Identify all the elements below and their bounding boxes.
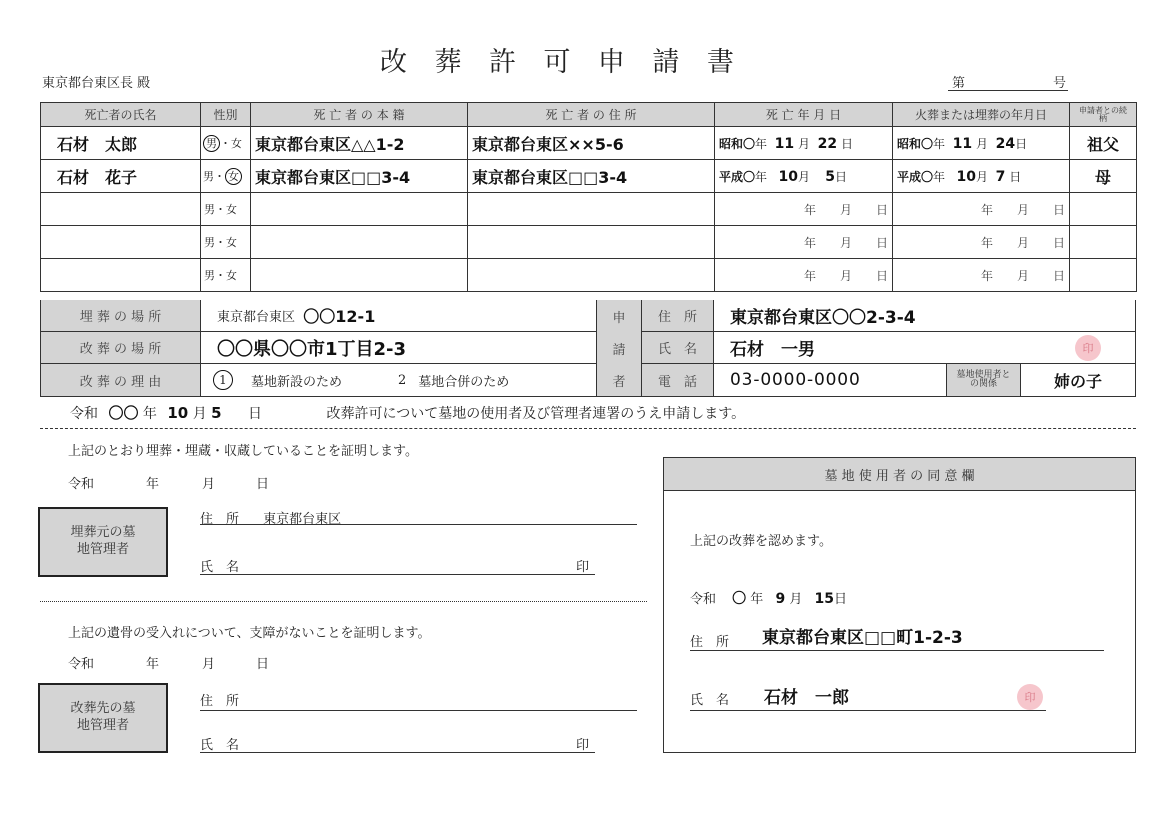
consent-name-value: 石材 一郎 [764, 688, 849, 708]
certify2-text: 上記の遺骨の受入れについて、支障がないことを証明します。 [68, 626, 431, 641]
header-relation: 申請者との続 柄 [1070, 103, 1137, 127]
burial-d-unit: 日 [1015, 136, 1028, 151]
table-header-row [41, 103, 1137, 127]
death-date[interactable] [715, 160, 893, 193]
certify1-address-value: 東京都台東区 [263, 512, 342, 527]
header-honseki: 死 亡 者 の 本 籍 [251, 103, 468, 127]
person-name[interactable]: 石材 花子 [41, 160, 201, 193]
sex-female[interactable]: 女 [231, 136, 242, 150]
person-honseki[interactable] [251, 259, 468, 292]
app-day-unit: 日 [248, 406, 263, 422]
table-row [41, 160, 1137, 193]
applicant-label-3: 者 [596, 364, 641, 396]
person-honseki[interactable] [251, 226, 468, 259]
certify2-address-line[interactable] [200, 690, 637, 711]
death-m-unit: 月 [797, 169, 810, 184]
death-date[interactable] [715, 226, 893, 259]
table-row [41, 127, 1137, 160]
person-name[interactable]: 石材 太郎 [41, 127, 201, 160]
document-title: 改 葬 許 可 申 請 書 [380, 47, 744, 78]
burial-place-field[interactable] [201, 300, 596, 332]
table-row [41, 226, 1137, 259]
sex-select[interactable]: 男・女 [201, 259, 251, 292]
place-applicant-block [40, 300, 1136, 397]
death-month: 11 [774, 135, 795, 152]
burial-date[interactable] [893, 127, 1070, 160]
certify2-d: 日 [256, 657, 270, 672]
certify1-address-line[interactable] [200, 508, 637, 525]
y-unit: 年 [803, 235, 816, 250]
consent-address-value: 東京都台東区□□町1-2-3 [762, 628, 963, 648]
d-unit: 日 [875, 268, 888, 283]
person-address[interactable]: 東京都台東区□□3-4 [468, 160, 715, 193]
burial-m-unit: 月 [975, 169, 988, 184]
sex-select[interactable]: 男・女 [201, 193, 251, 226]
person-name[interactable] [41, 193, 201, 226]
consent-seal: 印 [1017, 684, 1043, 710]
m-unit: 月 [1016, 202, 1029, 217]
person-honseki[interactable] [251, 193, 468, 226]
y-unit: 年 [980, 235, 993, 250]
burial-m-unit: 月 [975, 136, 988, 151]
death-era: 平成〇 [719, 169, 756, 184]
y-unit: 年 [980, 202, 993, 217]
consent-era: 令和 [690, 592, 717, 607]
applicant-label-1: 申 [596, 300, 641, 332]
burial-month: 11 [952, 135, 973, 152]
consent-name-label: 氏 名 [690, 693, 730, 708]
burial-date[interactable] [893, 160, 1070, 193]
certify2-manager-box: 改葬先の墓地管理者 [38, 683, 168, 753]
header-name: 死亡者の氏名 [41, 103, 201, 127]
death-month: 10 [778, 168, 798, 185]
m-unit: 月 [1016, 235, 1029, 250]
person-honseki[interactable]: 東京都台東区△△1-2 [251, 127, 468, 160]
consent-day: 15 [814, 591, 834, 607]
consent-header: 墓 地 使 用 者 の 同 意 欄 [664, 458, 1135, 491]
consent-name-line[interactable] [690, 684, 1046, 711]
certify1-name-label: 氏 名 [200, 560, 240, 575]
certify2-address-label: 住 所 [200, 694, 240, 709]
y-unit: 年 [980, 268, 993, 283]
sex-select[interactable] [201, 127, 251, 160]
app-year[interactable]: 〇〇 [108, 404, 139, 422]
death-y-unit: 年 [755, 169, 768, 184]
deceased-table [40, 102, 1137, 292]
reason-label: 改 葬 の 理 由 [41, 364, 201, 396]
number-dai: 第 [952, 76, 966, 91]
applicant-address-label: 住 所 [641, 300, 714, 332]
death-day: 22 [817, 135, 838, 152]
consent-address-label: 住 所 [690, 635, 730, 650]
applicant-seal: 印 [1075, 335, 1101, 361]
certify1-text: 上記のとおり埋葬・埋蔵・収蔵していることを証明します。 [68, 444, 418, 459]
certify2-name-line[interactable] [200, 734, 595, 753]
certify2-name-label: 氏 名 [200, 738, 240, 753]
consent-month-unit: 月 [789, 592, 803, 607]
person-relation[interactable] [1070, 259, 1137, 292]
y-unit: 年 [803, 268, 816, 283]
app-year-unit: 年 [142, 406, 157, 422]
death-y-unit: 年 [755, 136, 768, 151]
death-date[interactable] [715, 127, 893, 160]
app-month[interactable]: 10 [167, 404, 189, 422]
table-row [41, 259, 1137, 292]
cut-line [40, 428, 1136, 429]
certify1-d: 日 [256, 477, 270, 492]
header-burial-date: 火葬または埋葬の年月日 [893, 103, 1070, 127]
applicant-phone-field[interactable]: 03-0000-0000 [730, 370, 861, 390]
consent-year-unit: 年 [750, 592, 764, 607]
consent-year: 〇 [732, 591, 747, 607]
d-unit: 日 [875, 235, 888, 250]
certify1-date[interactable] [68, 473, 308, 492]
burial-day: 7 [995, 168, 1006, 185]
certify2-date[interactable] [68, 653, 308, 672]
applicant-name-field[interactable]: 石材 一男 [714, 332, 1135, 364]
certify1-m: 月 [202, 477, 216, 492]
header-sex: 性別 [201, 103, 251, 127]
burial-y-unit: 年 [933, 169, 946, 184]
number-field [948, 72, 1068, 91]
death-date[interactable] [715, 193, 893, 226]
application-statement: 改葬許可について墓地の使用者及び管理者連署のうえ申請します。 [326, 406, 746, 422]
app-month-unit: 月 [192, 406, 207, 422]
reburial-place-field[interactable]: 〇〇県〇〇市1丁目2-3 [201, 332, 596, 364]
d-unit: 日 [875, 202, 888, 217]
burial-y-unit: 年 [933, 136, 946, 151]
addressee: 東京都台東区長 殿 [42, 76, 151, 91]
d-unit: 日 [1052, 268, 1065, 283]
reason-opt2-num[interactable]: 2 [398, 372, 407, 388]
certify1-seal: 印 [575, 560, 589, 575]
app-era: 令和 [70, 406, 98, 422]
burial-era: 平成〇 [897, 169, 934, 184]
d-unit: 日 [1052, 202, 1065, 217]
m-unit: 月 [1016, 268, 1029, 283]
d-unit: 日 [1052, 235, 1065, 250]
consent-address-line[interactable] [690, 624, 1104, 651]
relation-to-user-label: 墓地使用者との関係 [946, 364, 1021, 396]
consent-date[interactable] [690, 588, 847, 608]
burial-date[interactable] [893, 226, 1070, 259]
table-row [41, 193, 1137, 226]
person-address[interactable]: 東京都台東区××5-6 [468, 127, 715, 160]
person-name[interactable] [41, 226, 201, 259]
burial-place-label: 埋 葬 の 場 所 [41, 300, 201, 332]
burial-d-unit: 日 [1009, 169, 1022, 184]
person-honseki[interactable]: 東京都台東区□□3-4 [251, 160, 468, 193]
consent-text: 上記の改葬を認めます。 [690, 534, 832, 549]
burial-day: 24 [995, 135, 1016, 152]
person-address[interactable] [468, 226, 715, 259]
header-death-date: 死 亡 年 月 日 [715, 103, 893, 127]
sex-separator: ・ [214, 169, 225, 183]
applicant-address-field[interactable]: 東京都台東区〇〇2-3-4 [714, 300, 1135, 332]
burial-place-prefix: 東京都台東区 [217, 310, 296, 325]
certify1-address-label: 住 所 [200, 512, 240, 527]
consent-box [663, 457, 1136, 753]
consent-day-unit: 日 [833, 592, 847, 607]
relation-to-user-field[interactable]: 姉の子 [1053, 371, 1102, 391]
burial-place-value: 〇〇12-1 [303, 307, 376, 326]
burial-date[interactable] [893, 259, 1070, 292]
person-relation[interactable] [1070, 193, 1137, 226]
death-day: 5 [825, 168, 835, 185]
applicant-label-2: 請 [596, 332, 641, 364]
sex-select[interactable] [201, 160, 251, 193]
person-address[interactable] [468, 193, 715, 226]
reason-opt1-text[interactable]: 墓地新設のため [251, 374, 343, 390]
person-relation[interactable] [1070, 226, 1137, 259]
certify1-era: 令和 [68, 477, 95, 492]
death-m-unit: 月 [797, 136, 810, 151]
certify-separator [40, 601, 647, 602]
certify1-manager-box: 埋葬元の墓地管理者 [38, 507, 168, 577]
person-relation[interactable]: 母 [1070, 160, 1137, 193]
header-address: 死 亡 者 の 住 所 [468, 103, 715, 127]
certify2-era: 令和 [68, 657, 95, 672]
application-line [70, 402, 745, 423]
death-d-unit: 日 [840, 136, 853, 151]
applicant-name-label: 氏 名 [641, 332, 714, 364]
person-address[interactable] [468, 259, 715, 292]
y-unit: 年 [803, 202, 816, 217]
reason-opt1-circled[interactable]: 1 [213, 370, 233, 390]
sex-select[interactable]: 男・女 [201, 226, 251, 259]
consent-month: 9 [775, 591, 786, 607]
death-era: 昭和〇 [719, 136, 756, 151]
number-go: 号 [1052, 76, 1066, 91]
sex-male[interactable]: 男 [203, 169, 214, 183]
m-unit: 月 [839, 202, 852, 217]
death-d-unit: 日 [835, 169, 848, 184]
person-relation[interactable]: 祖父 [1070, 127, 1137, 160]
burial-month: 10 [956, 168, 976, 185]
certify1-y: 年 [146, 477, 160, 492]
reburial-place-label: 改 葬 の 場 所 [41, 332, 201, 364]
burial-date[interactable] [893, 193, 1070, 226]
sex-separator: ・ [220, 136, 231, 150]
applicant-phone-label: 電 話 [641, 364, 714, 396]
person-name[interactable] [41, 259, 201, 292]
certify2-y: 年 [146, 657, 160, 672]
m-unit: 月 [839, 268, 852, 283]
certify2-seal: 印 [575, 738, 589, 753]
certify1-name-line[interactable] [200, 556, 595, 575]
reason-options [201, 364, 596, 396]
death-date[interactable] [715, 259, 893, 292]
m-unit: 月 [839, 235, 852, 250]
burial-era: 昭和〇 [897, 136, 934, 151]
app-day[interactable]: 5 [211, 404, 222, 422]
sex-female-circled[interactable]: 女 [225, 168, 242, 185]
reason-opt2-text[interactable]: 墓地合併のため [418, 374, 510, 390]
sex-male-circled[interactable]: 男 [203, 135, 220, 152]
certify2-m: 月 [202, 657, 216, 672]
